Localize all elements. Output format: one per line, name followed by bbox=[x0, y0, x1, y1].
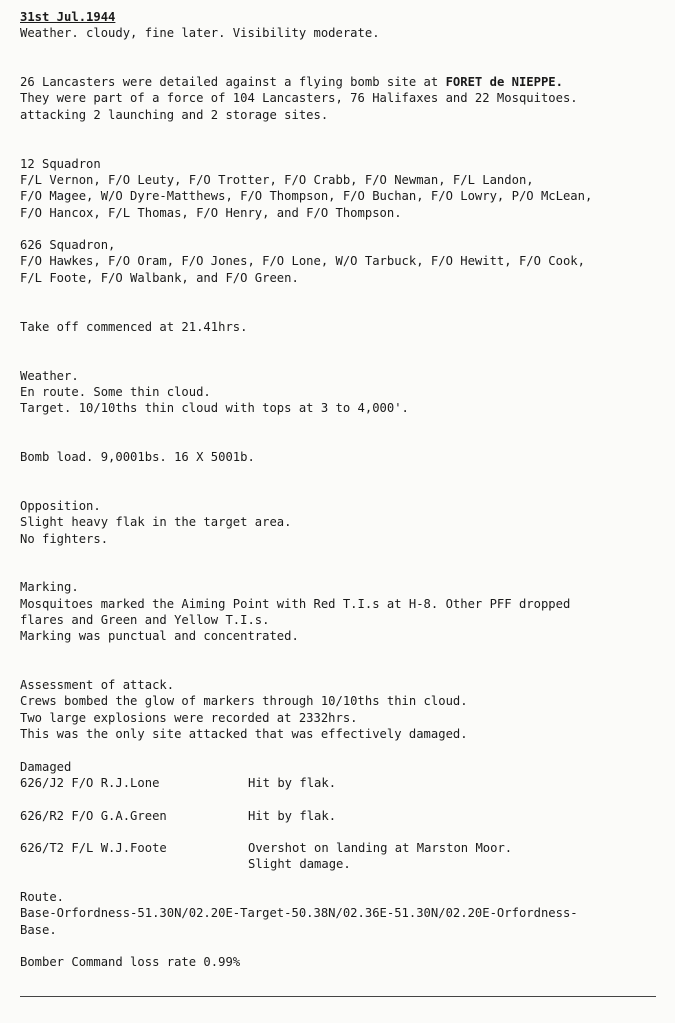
damaged-title: Damaged bbox=[20, 759, 72, 774]
marking-line: flares and Green and Yellow T.I.s. bbox=[20, 612, 270, 627]
weather-title: Weather. bbox=[20, 368, 79, 383]
takeoff-time: Take off commenced at 21.41hrs. bbox=[20, 319, 248, 334]
opposition-line: Slight heavy flak in the target area. bbox=[20, 515, 292, 530]
damaged-aircraft: 626/J2 F/O R.J.Lone bbox=[20, 775, 160, 790]
squadron-626-crew-line: F/L Foote, F/O Walbank, and F/O Green. bbox=[20, 270, 299, 285]
bomb-load: Bomb load. 9,0001bs. 16 X 5001b. bbox=[20, 450, 255, 465]
damage-note: Hit by flak. bbox=[248, 808, 337, 823]
target-name: FORET de NIEPPE. bbox=[445, 75, 563, 90]
entry-date: 31st Jul.1944 bbox=[20, 10, 116, 24]
damage-note: Hit by flak. bbox=[248, 775, 337, 790]
detail-prefix: 26 Lancasters were detailed against a flying bomb site at bbox=[20, 75, 446, 90]
marking-line: Marking was punctual and concentrated. bbox=[20, 629, 299, 644]
route-line: Base. bbox=[20, 922, 57, 937]
squadron-12-title: 12 Squadron bbox=[20, 156, 101, 171]
squadron-12-crew-line: F/O Hancox, F/L Thomas, F/O Henry, and F/O Thompson. bbox=[20, 205, 402, 220]
route-title: Route. bbox=[20, 890, 65, 905]
squadron-12-crew-line: F/O Magee, W/O Dyre-Matthews, F/O Thompson, F/O Buchan, F/O Lowry, P/O McLean, bbox=[20, 189, 593, 204]
damaged-row bbox=[20, 775, 660, 791]
damage-note bbox=[248, 840, 512, 873]
squadron-12-crew-line: F/L Vernon, F/O Leuty, F/O Trotter, F/O Crabb, F/O Newman, F/L Landon, bbox=[20, 172, 534, 187]
bottom-divider bbox=[20, 996, 656, 997]
opposition-title: Opposition. bbox=[20, 498, 101, 513]
assessment-line: Crews bombed the glow of markers through 10/10ths thin cloud. bbox=[20, 694, 468, 709]
route-line: Base-Orfordness-51.30N/02.20E-Target-50.38N/02.36E-51.30N/02.20E-Orfordness- bbox=[20, 906, 578, 921]
document-page bbox=[20, 9, 660, 971]
marking-line: Mosquitoes marked the Aiming Point with Red T.I.s at H-8. Other PFF dropped bbox=[20, 596, 571, 611]
weather-line: En route. Some thin cloud. bbox=[20, 384, 211, 399]
assessment-line: Two large explosions were recorded at 2332hrs. bbox=[20, 710, 358, 725]
squadron-626-title: 626 Squadron, bbox=[20, 238, 116, 253]
assessment-title: Assessment of attack. bbox=[20, 678, 175, 693]
opposition-line: No fighters. bbox=[20, 531, 109, 546]
damage-note-line: Slight damage. bbox=[248, 857, 351, 872]
damaged-row bbox=[20, 808, 660, 824]
detail-line-2: They were part of a force of 104 Lancasters, 76 Halifaxes and 22 Mosquitoes. bbox=[20, 91, 578, 106]
damaged-aircraft: 626/R2 F/O G.A.Green bbox=[20, 808, 167, 823]
squadron-626-crew-line: F/O Hawkes, F/O Oram, F/O Jones, F/O Lone, W/O Tarbuck, F/O Hewitt, F/O Cook, bbox=[20, 254, 585, 269]
assessment-line: This was the only site attacked that was effectively damaged. bbox=[20, 727, 468, 742]
detail-line-3: attacking 2 launching and 2 storage sites. bbox=[20, 107, 329, 122]
weather-line: Target. 10/10ths thin cloud with tops at 3 to 4,000'. bbox=[20, 401, 409, 416]
weather-summary: Weather. cloudy, fine later. Visibility moderate. bbox=[20, 26, 380, 41]
damaged-row bbox=[20, 840, 660, 873]
detail-line-1 bbox=[20, 74, 660, 90]
damaged-aircraft: 626/T2 F/L W.J.Foote bbox=[20, 841, 167, 856]
loss-rate: Bomber Command loss rate 0.99% bbox=[20, 955, 241, 970]
damage-note-line: Overshot on landing at Marston Moor. bbox=[248, 841, 513, 856]
marking-title: Marking. bbox=[20, 580, 79, 595]
